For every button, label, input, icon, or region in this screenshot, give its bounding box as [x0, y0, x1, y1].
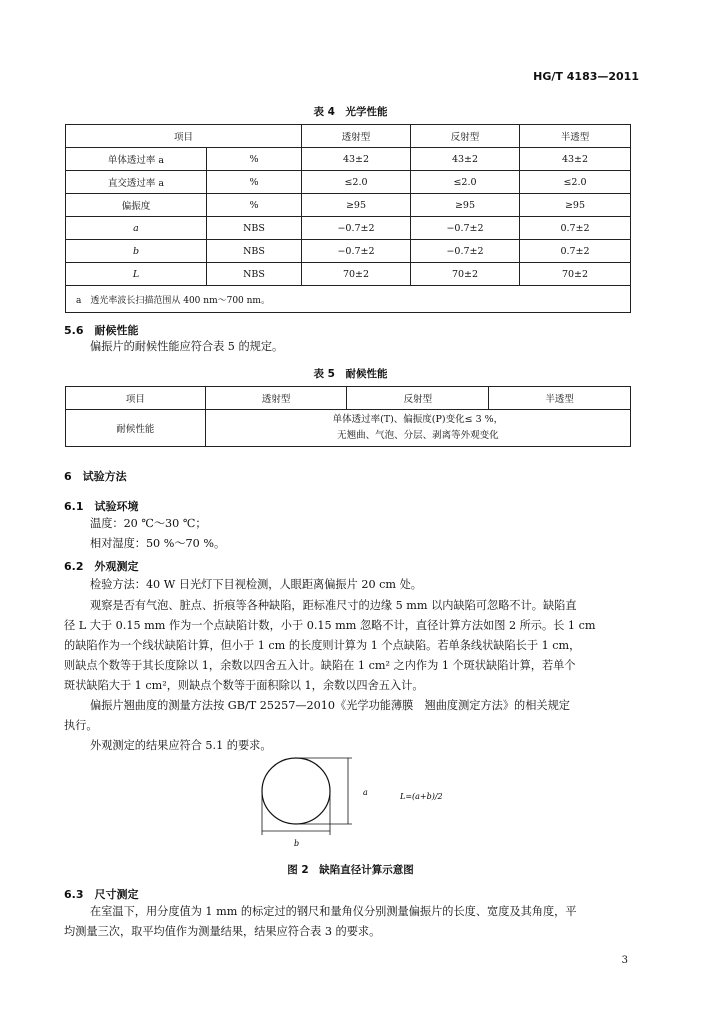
row-requirement [205, 410, 630, 447]
section-5-6-title: 5.6 耐候性能 [64, 324, 139, 337]
paragraph-line: 观察是否有气泡、脏点、折痕等各种缺陷，距标准尺寸的边缘 5 mm 以内缺陷可忽略不计。缺陷直 [90, 599, 577, 612]
row-item: 偏振度 [66, 194, 207, 217]
row-unit: % [207, 171, 302, 194]
row-item: 直交透过率 a [66, 171, 207, 194]
header-item: 项目 [66, 125, 302, 148]
row-unit: NBS [207, 217, 302, 240]
section-6-2-title: 6.2 外观测定 [64, 560, 139, 573]
temperature-line: 温度：20 ℃～30 ℃； [90, 517, 207, 530]
table5-caption: 表 5 耐候性能 [313, 368, 388, 380]
row-item: 单体透过率 a [66, 148, 207, 171]
row-unit: % [207, 194, 302, 217]
row-transflective: 43±2 [520, 148, 631, 171]
row-transmissive: ≥95 [302, 194, 411, 217]
weather-resistance-table [65, 386, 631, 447]
table-row [66, 194, 631, 217]
table-row [66, 148, 631, 171]
header-reflective: 反射型 [347, 387, 489, 410]
row-transflective: ≤2.0 [520, 171, 631, 194]
optical-properties-table [65, 124, 631, 313]
paragraph-line: 在室温下，用分度值为 1 mm 的标定过的钢尺和量角仪分别测量偏振片的长度、宽度及其角度，平 [90, 905, 577, 918]
row-reflective: ≥95 [411, 194, 520, 217]
header-item: 项目 [66, 387, 206, 410]
table-header-row [66, 387, 631, 410]
row-transflective: 70±2 [520, 263, 631, 286]
inspection-method: 检验方法：40 W 日光灯下目视检测，人眼距离偏振片 20 cm 处。 [90, 578, 422, 591]
row-transflective: ≥95 [520, 194, 631, 217]
paragraph-line: 的缺陷作为一个线状缺陷计算，但小于 1 cm 的长度则计算为 1 个点缺陷。若单条线状缺陷长于 1 cm， [64, 639, 581, 652]
row-reflective: 70±2 [411, 263, 520, 286]
section-6-1-title: 6.1 试验环境 [64, 500, 139, 513]
row-reflective: 43±2 [411, 148, 520, 171]
row-item: a [66, 217, 207, 240]
row-unit: % [207, 148, 302, 171]
requirement-line: 单体透过率(T)、偏振度(P)变化≤ 3 %， [332, 414, 504, 425]
table4-caption: 表 4 光学性能 [313, 106, 388, 118]
header-transflective: 半透型 [489, 387, 631, 410]
table-footnote-row [66, 286, 631, 313]
row-item: 耐候性能 [66, 410, 206, 447]
table-row [66, 171, 631, 194]
figure2-caption: 图 2 缺陷直径计算示意图 [287, 864, 414, 876]
table-row [66, 410, 631, 447]
table-row [66, 240, 631, 263]
defect-ellipse [262, 758, 330, 824]
paragraph-line: 外观测定的结果应符合 5.1 的要求。 [90, 739, 272, 752]
standard-number: HG/T 4183—2011 [533, 70, 639, 83]
row-unit: NBS [207, 263, 302, 286]
row-item: b [66, 240, 207, 263]
section-5-6-body: 偏振片的耐候性能应符合表 5 的规定。 [90, 340, 284, 353]
formula-label: L=(a+b)/2 [400, 792, 443, 801]
section-6-title: 6 试验方法 [64, 470, 127, 483]
row-reflective: ≤2.0 [411, 171, 520, 194]
header-transmissive: 透射型 [205, 387, 347, 410]
section-6-3-title: 6.3 尺寸测定 [64, 888, 139, 901]
paragraph-line: 径 L 大于 0.15 mm 作为一个点缺陷计数，小于 0.15 mm 忽略不计，直径计算方法如图 2 所示。长 1 cm [64, 619, 596, 632]
header-reflective: 反射型 [411, 125, 520, 148]
paragraph-line: 偏振片翘曲度的测量方法按 GB/T 25257—2010《光学功能薄膜 翘曲度测定方法》的相关规定 [90, 699, 570, 712]
label-a: a [363, 788, 368, 797]
paragraph-line: 则缺点个数等于其长度除以 1，余数以四舍五入计。缺陷在 1 cm² 之内作为 1 个斑状缺陷计算，若单个 [64, 659, 576, 672]
row-unit: NBS [207, 240, 302, 263]
row-transflective: 0.7±2 [520, 240, 631, 263]
row-reflective: −0.7±2 [411, 217, 520, 240]
humidity-line: 相对湿度：50 %～70 %。 [90, 537, 226, 550]
table-row [66, 217, 631, 240]
defect-diameter-diagram [200, 745, 500, 855]
row-transmissive: 70±2 [302, 263, 411, 286]
row-transflective: 0.7±2 [520, 217, 631, 240]
paragraph-line: 斑状缺陷大于 1 cm²，则缺点个数等于面积除以 1，余数以四舍五入计。 [64, 679, 424, 692]
page-number: 3 [621, 955, 628, 966]
row-transmissive: −0.7±2 [302, 240, 411, 263]
requirement-line: 无翘曲、气泡、分层、剥离等外观变化 [337, 430, 499, 441]
label-b: b [294, 839, 300, 848]
paragraph-line: 执行。 [64, 719, 98, 732]
row-transmissive: −0.7±2 [302, 217, 411, 240]
row-reflective: −0.7±2 [411, 240, 520, 263]
table4-footnote: a 透光率波长扫描范围从 400 nm～700 nm。 [66, 286, 631, 313]
table-header-row [66, 125, 631, 148]
row-transmissive: ≤2.0 [302, 171, 411, 194]
header-transmissive: 透射型 [302, 125, 411, 148]
paragraph-line: 均测量三次，取平均值作为测量结果，结果应符合表 3 的要求。 [64, 925, 381, 938]
table-row [66, 263, 631, 286]
row-transmissive: 43±2 [302, 148, 411, 171]
header-transflective: 半透型 [520, 125, 631, 148]
row-item: L [66, 263, 207, 286]
